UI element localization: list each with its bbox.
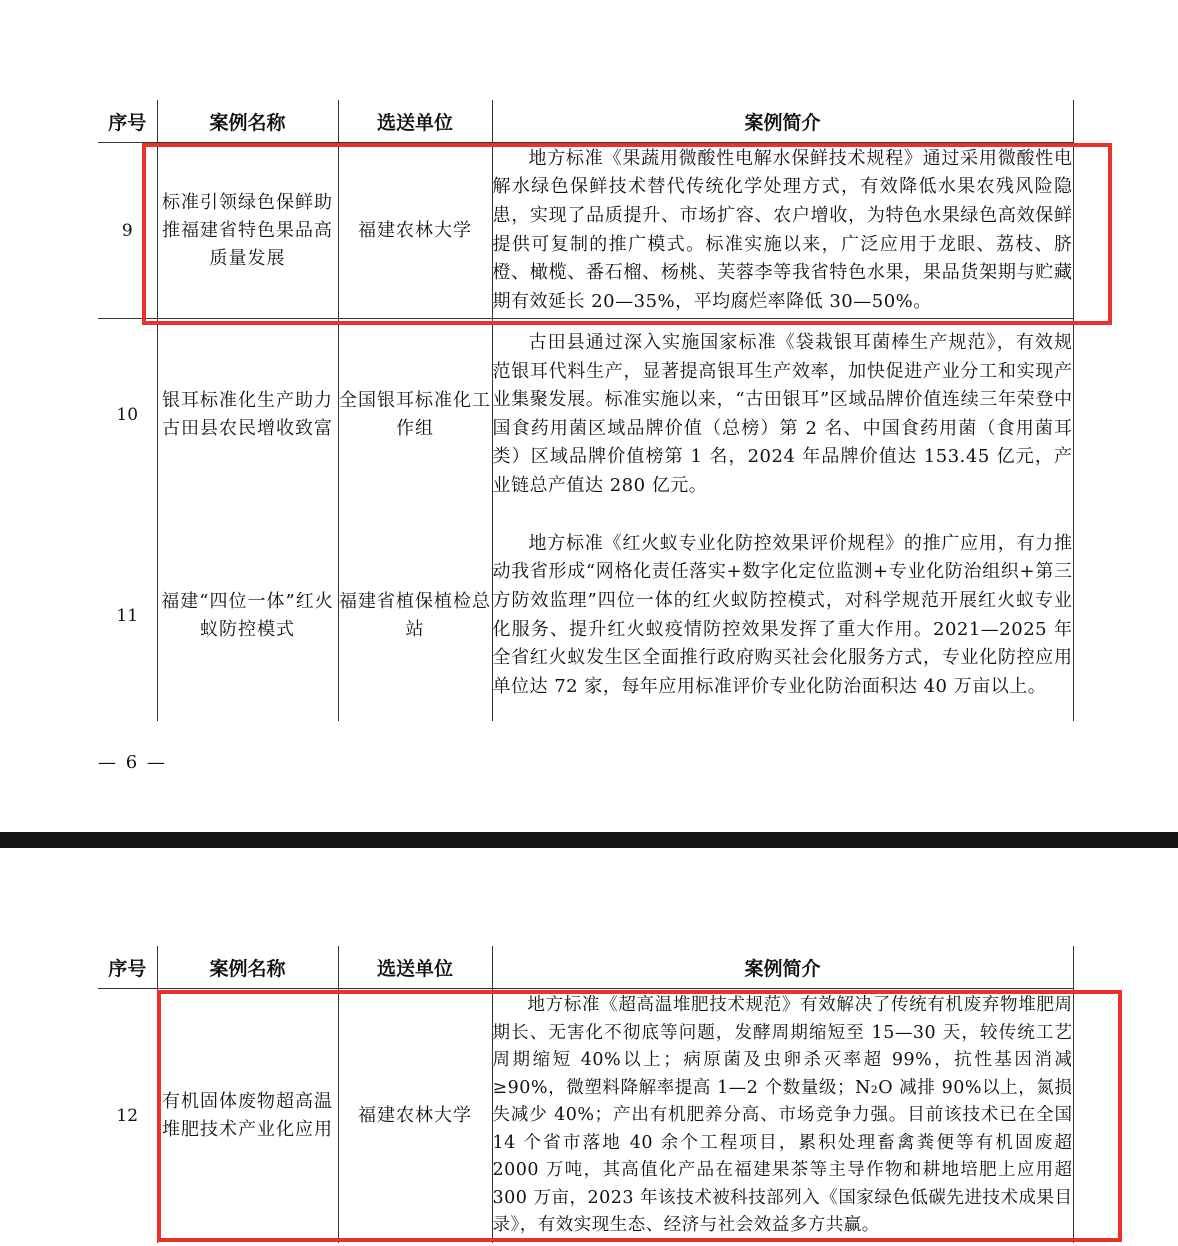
row-num: 9 — [98, 143, 157, 319]
table-row — [98, 511, 1073, 721]
case-unit: 福建农林大学 — [338, 143, 492, 319]
page-divider — [0, 832, 1178, 848]
case-desc — [492, 143, 1073, 319]
header-unit: 选送单位 — [338, 100, 492, 143]
header-desc: 案例简介 — [492, 946, 1073, 989]
header-num: 序号 — [108, 111, 147, 134]
table-header-row — [98, 946, 1073, 989]
table-row — [98, 319, 1073, 511]
header-name: 案例名称 — [157, 946, 338, 989]
cases-table-top — [98, 100, 1074, 721]
table-row — [98, 143, 1073, 319]
case-name: 福建“四位一体”红火蚁防控模式 — [157, 511, 338, 721]
case-unit: 福建省植保植检总站 — [338, 511, 492, 721]
case-desc-text: 地方标准《超高温堆肥技术规范》有效解决了传统有机废弃物堆肥周期长、无害化不彻底等问题，发酵周期缩短至 15—30 天，较传统工艺周期缩短 40%以上；病原菌及虫卵杀灭率超 99%，抗性基因消减≥90%，微塑料降解率提高 1—2 个数量级；N₂O 减排 90%以上，氮损失减少 40%；产出有机肥养分高、市场竞争力强。目前该技术已在全国 14 个省市落地 40 余个工程项目，累积处理畜禽粪便等有机固废超 2000 万吨，其高值化产品在福建果茶等主导作物和耕地培肥上应用超 300 万亩，2023 年该技术被科技部列入《国家绿色低碳先进技术成果目录》，有效实现生态、经济与社会效益多方共赢。 — [492, 995, 1073, 1235]
row-num: 12 — [98, 989, 157, 1243]
page-number: — 6 — — [98, 752, 167, 773]
case-name: 有机固体废物超高温堆肥技术产业化应用 — [157, 989, 338, 1243]
case-desc-text: 地方标准《果蔬用微酸性电解水保鲜技术规程》通过采用微酸性电解水绿色保鲜技术替代传统化学处理方式，有效降低水果农残风险隐患，实现了品质提升、市场扩容、农户增收，为特色水果绿色高效保鲜提供可复制的推广模式。标准实施以来，广泛应用于龙眼、荔枝、脐橙、橄榄、番石榴、杨桃、芙蓉李等我省特色水果，果品货架期与贮藏期有效延长 20—35%，平均腐烂率降低 30—50%。 — [492, 147, 1073, 312]
case-desc — [492, 511, 1073, 721]
row-num: 11 — [116, 605, 139, 626]
header-desc: 案例简介 — [492, 100, 1073, 143]
cases-table-bottom — [98, 946, 1074, 1243]
case-name: 银耳标准化生产助力古田县农民增收致富 — [157, 319, 338, 511]
case-name: 标准引领绿色保鲜助推福建省特色果品高质量发展 — [157, 143, 338, 319]
table-header-row — [98, 100, 1073, 143]
case-desc-text: 地方标准《红火蚁专业化防控效果评价规程》的推广应用，有力推动我省形成“网格化责任落实+数字化定位监测+专业化防治组织+第三方防效监理”四位一体的红火蚁防控模式，对科学规范开展红火蚁专业化服务、提升红火蚁疫情防控效果发挥了重大作用。2021—2025 年全省红火蚁发生区全面推行政府购买社会化服务方式，专业化防控应用单位达 72 家，每年应用标准评价专业化防治面积达 40 万亩以上。 — [492, 532, 1073, 697]
table-row — [98, 989, 1073, 1243]
case-desc — [492, 989, 1073, 1243]
case-unit: 全国银耳标准化工作组 — [338, 319, 492, 511]
header-unit: 选送单位 — [338, 946, 492, 989]
case-unit: 福建农林大学 — [338, 989, 492, 1243]
header-name: 案例名称 — [157, 100, 338, 143]
page-bottom — [0, 848, 1178, 1246]
row-num: 10 — [98, 319, 157, 511]
header-num: 序号 — [108, 957, 147, 980]
case-desc — [492, 319, 1073, 511]
case-desc-text: 古田县通过深入实施国家标准《袋栽银耳菌棒生产规范》，有效规范银耳代料生产，显著提高银耳生产效率，加快促进产业分工和实现产业集聚发展。标准实施以来，“古田银耳”区域品牌价值连续三年荣登中国食药用菌区域品牌价值（总榜）第 2 名、中国食药用菌（食用菌耳类）区域品牌价值榜第 1 名，2024 年品牌价值达 153.45 亿元，产业链总产值达 280 亿元。 — [492, 331, 1073, 496]
